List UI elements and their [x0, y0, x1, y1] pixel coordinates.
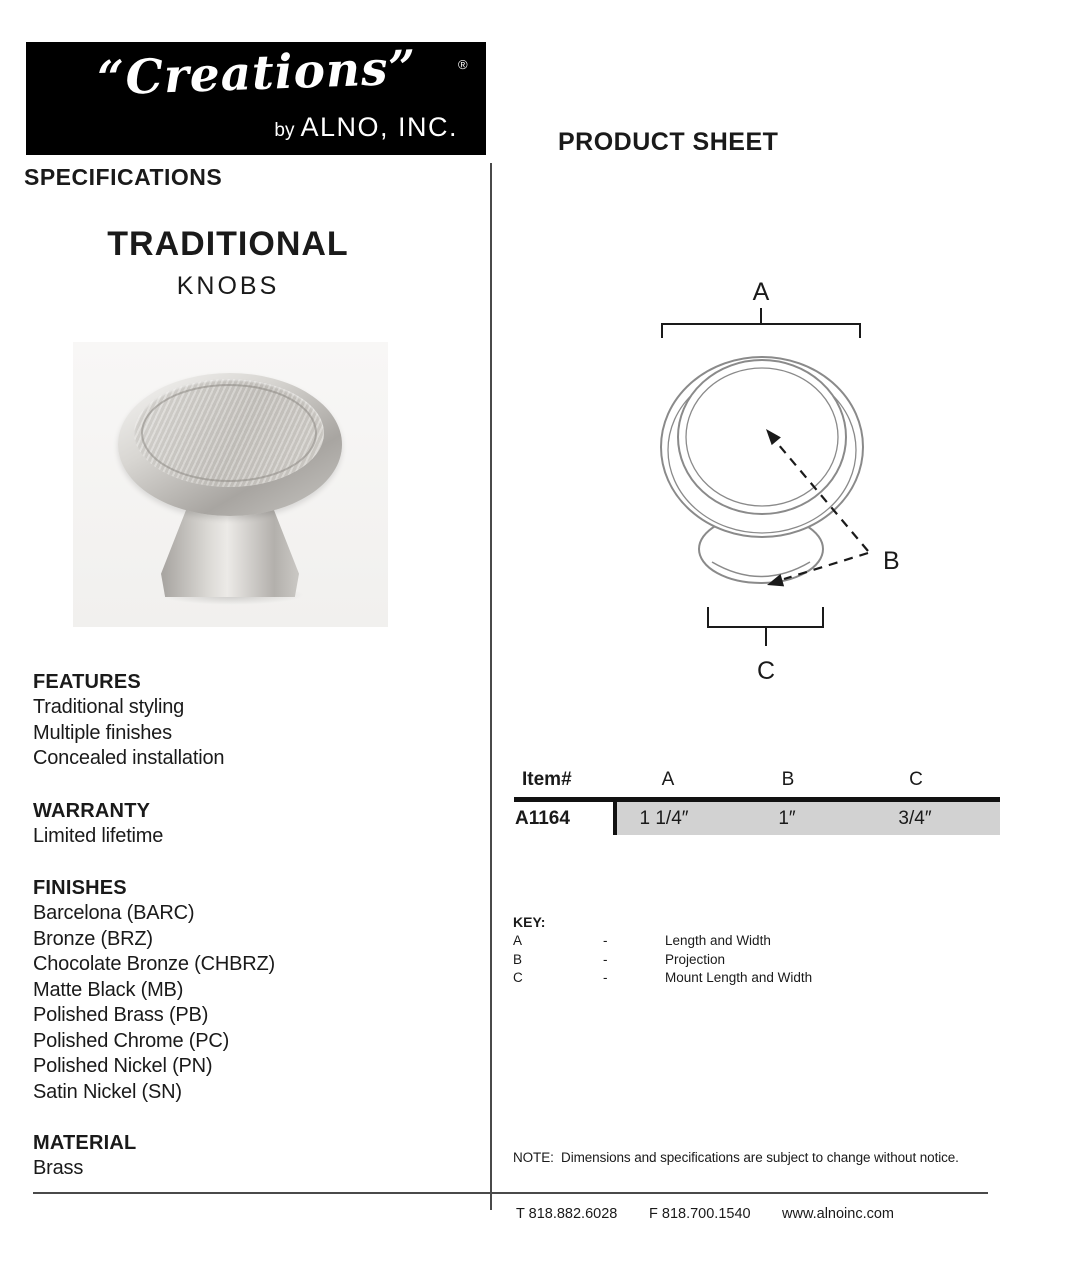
brand-logo-script: “Creations”: [96, 40, 418, 107]
dimension-c-label: C: [756, 657, 776, 685]
key-description: Mount Length and Width: [665, 970, 813, 985]
key-description: Length and Width: [665, 933, 771, 948]
dimension-diagram: [600, 270, 990, 695]
key-letter: B: [513, 951, 523, 967]
feature-item: Multiple finishes: [33, 721, 172, 744]
knob-face-outline: [678, 360, 846, 514]
table-cell-b: 1″: [778, 808, 796, 829]
column-divider: [490, 163, 492, 1210]
disclaimer-note: NOTE: Dimensions and specifications are subject to change without notice.: [513, 1150, 959, 1165]
finish-item: Satin Nickel (SN): [33, 1080, 182, 1103]
product-photo: [73, 342, 388, 627]
table-header-c: C: [909, 769, 923, 790]
footer-divider: [33, 1192, 988, 1194]
knob-face: [134, 379, 324, 487]
phone-telephone: T 818.882.6028: [516, 1206, 618, 1222]
finishes-section: [33, 875, 463, 1105]
byline-company: ALNO, INC.: [300, 112, 458, 142]
material-heading: MATERIAL: [33, 1132, 137, 1154]
key-description: Projection: [665, 951, 726, 967]
brand-logo-box: [26, 42, 486, 155]
byline-by: by: [274, 120, 295, 141]
website-link[interactable]: www.alnoinc.com: [782, 1206, 895, 1222]
page-title: TRADITIONAL: [107, 225, 349, 263]
table-header-a: A: [661, 769, 675, 790]
finish-item: Bronze (BRZ): [33, 927, 153, 950]
feature-item: Traditional styling: [33, 696, 185, 718]
dimension-b-label: B: [883, 547, 900, 575]
warranty-section: [33, 798, 463, 850]
key-heading: KEY:: [513, 914, 546, 930]
page-subtitle: KNOBS: [176, 272, 280, 300]
key-dash: -: [603, 933, 608, 948]
feature-item: Concealed installation: [33, 747, 225, 769]
phone-fax: F 818.700.1540: [649, 1206, 751, 1222]
knob-line-art: [661, 357, 863, 583]
finishes-heading: FINISHES: [33, 877, 127, 899]
a-bracket: [662, 324, 860, 338]
key-row: [513, 969, 812, 988]
c-bracket: [708, 607, 823, 627]
table-cell-a: 1 1/4″: [639, 808, 689, 829]
finish-item: Polished Brass (PB): [33, 1004, 209, 1026]
features-heading: FEATURES: [33, 671, 141, 693]
registered-trademark-icon: ®: [458, 57, 468, 72]
finish-item: Barcelona (BARC): [33, 902, 195, 924]
finish-item: Chocolate Bronze (CHBRZ): [33, 953, 275, 975]
finish-item: Polished Chrome (PC): [33, 1029, 230, 1052]
finish-item: Matte Black (MB): [33, 978, 184, 1001]
specifications-label: SPECIFICATIONS: [24, 164, 223, 190]
key-section: [513, 913, 812, 988]
material-section: [33, 1130, 463, 1182]
table-column-divider: [613, 797, 617, 835]
finish-item: Polished Nickel (PN): [33, 1055, 213, 1077]
key-row: [513, 951, 812, 970]
brand-byline: [274, 112, 458, 143]
key-row: [513, 932, 812, 951]
key-letter: A: [513, 933, 523, 948]
warranty-item: Limited lifetime: [33, 825, 164, 847]
features-section: [33, 669, 463, 772]
warranty-heading: WARRANTY: [33, 800, 151, 822]
table-header-b: B: [781, 769, 795, 790]
product-sheet-heading: PRODUCT SHEET: [558, 128, 779, 156]
key-letter: C: [513, 970, 523, 985]
key-dash: -: [603, 951, 608, 967]
table-cell-item-number: A1164: [515, 808, 570, 829]
key-dash: -: [603, 970, 608, 985]
table-header-item: Item#: [522, 769, 572, 790]
knob-face-ring: [141, 384, 317, 482]
dimension-a-label: A: [752, 278, 770, 306]
table-cell-c: 3/4″: [898, 808, 932, 829]
material-item: Brass: [33, 1157, 84, 1179]
